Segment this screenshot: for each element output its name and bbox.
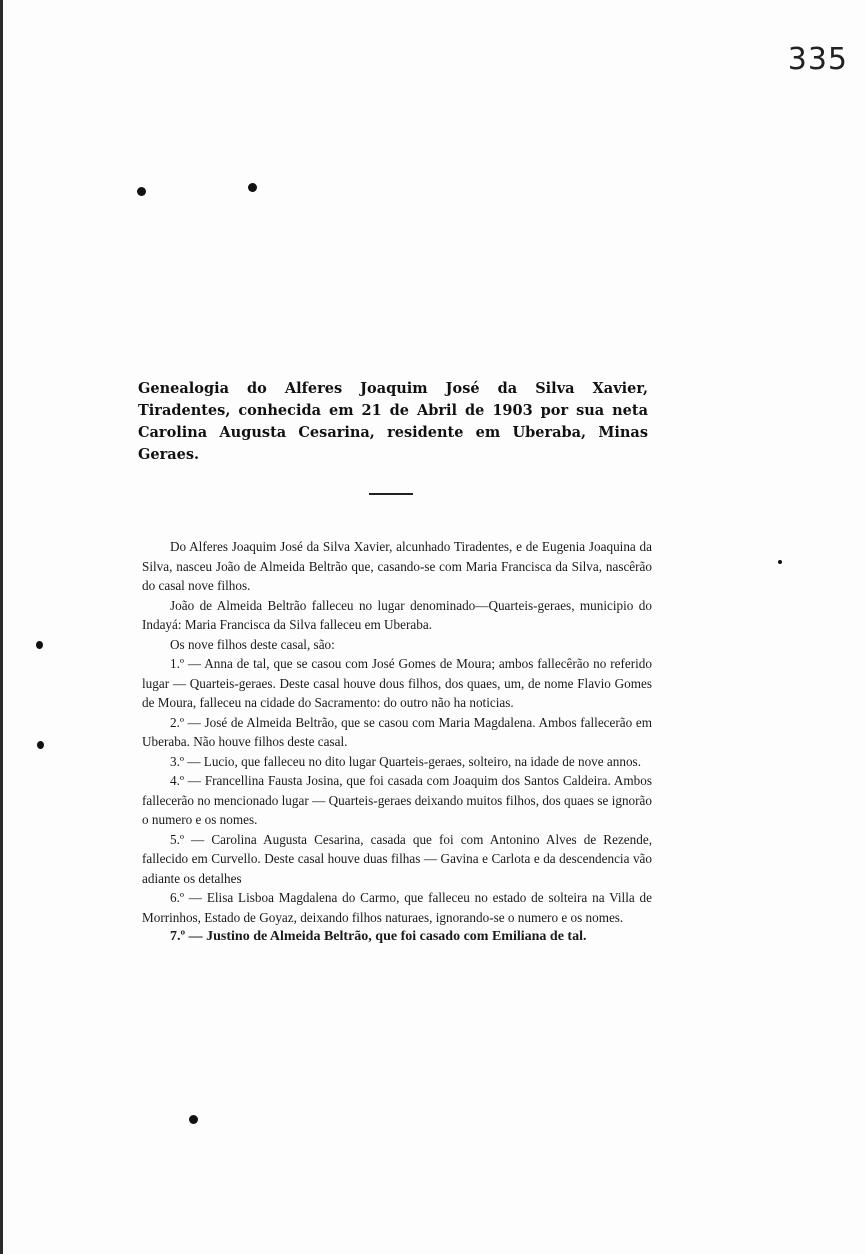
- punch-hole-mark: [137, 187, 146, 196]
- paragraph: 2.º — José de Almeida Beltrão, que se casou com Maria Magdalena. Ambos fallecerão em Uberaba. Não houve filhos deste casal.: [142, 714, 652, 749]
- paragraph: 5.º — Carolina Augusta Cesarina, casada que foi com Antonino Alves de Rezende, fallecido em Curvello. Deste casal houve duas filhas — Gavina e Carlota e da descendencia vão adiante os detalhes: [142, 831, 652, 886]
- paragraph: Os nove filhos deste casal, são:: [170, 636, 335, 652]
- punch-hole-mark: [778, 560, 782, 564]
- scan-edge: [0, 0, 3, 1254]
- page-number: 335: [787, 42, 848, 77]
- paragraph: 4.º — Francellina Fausta Josina, que foi casada com Joaquim dos Santos Caldeira. Ambos fallecerão no mencionado lugar — Quarteis-geraes deixando muitos filhos, dos quaes se ignorão o numero e os nomes.: [142, 773, 652, 827]
- document-title: [138, 378, 648, 466]
- punch-hole-mark: [248, 183, 257, 192]
- paragraph: 3.º — Lucio, que falleceu no dito lugar Quarteis-geraes, solteiro, na idade de nove annos.: [170, 753, 641, 769]
- document-body: [142, 537, 652, 947]
- paragraph: 1.º — Anna de tal, que se casou com José Gomes de Moura; ambos fallecêrão no referido lugar — Quarteis-geraes. Deste casal houve dous filhos, dos quaes, um, de nome Flavio Gomes de Moura, falleceu na cidade do Sacramento: do outro não ha noticias.: [142, 656, 652, 710]
- paragraph: 7.º — Justino de Almeida Beltrão, que foi casado com Emiliana de tal.: [170, 929, 587, 944]
- paragraph: João de Almeida Beltrão falleceu no lugar denominado—Quarteis-geraes, municipio do Indayá: Maria Francisca da Silva falleceu em Uberaba.: [142, 597, 652, 632]
- punch-hole-mark: [36, 641, 43, 649]
- title-divider: [369, 493, 413, 495]
- paragraph: 6.º — Elisa Lisboa Magdalena do Carmo, que falleceu no estado de solteira na Villa de Morrinhos, Estado de Goyaz, deixando filhos naturaes, ignorando-se o numero e os nomes.: [142, 890, 652, 925]
- paragraph: Do Alferes Joaquim José da Silva Xavier, alcunhado Tiradentes, e de Eugenia Joaquina da Silva, nasceu João de Almeida Beltrão que, casando-se com Maria Francisca da Silva, nascêrão do casal nove filhos.: [142, 539, 652, 593]
- title-text: Genealogia do Alferes Joaquim José da Silva Xavier, Tiradentes, conhecida em 21 de Abril de 1903 por sua neta Carolina Augusta Cesarina, residente em Uberaba, Minas Geraes.: [138, 380, 648, 463]
- punch-hole-mark: [37, 741, 44, 749]
- punch-hole-mark: [189, 1115, 198, 1124]
